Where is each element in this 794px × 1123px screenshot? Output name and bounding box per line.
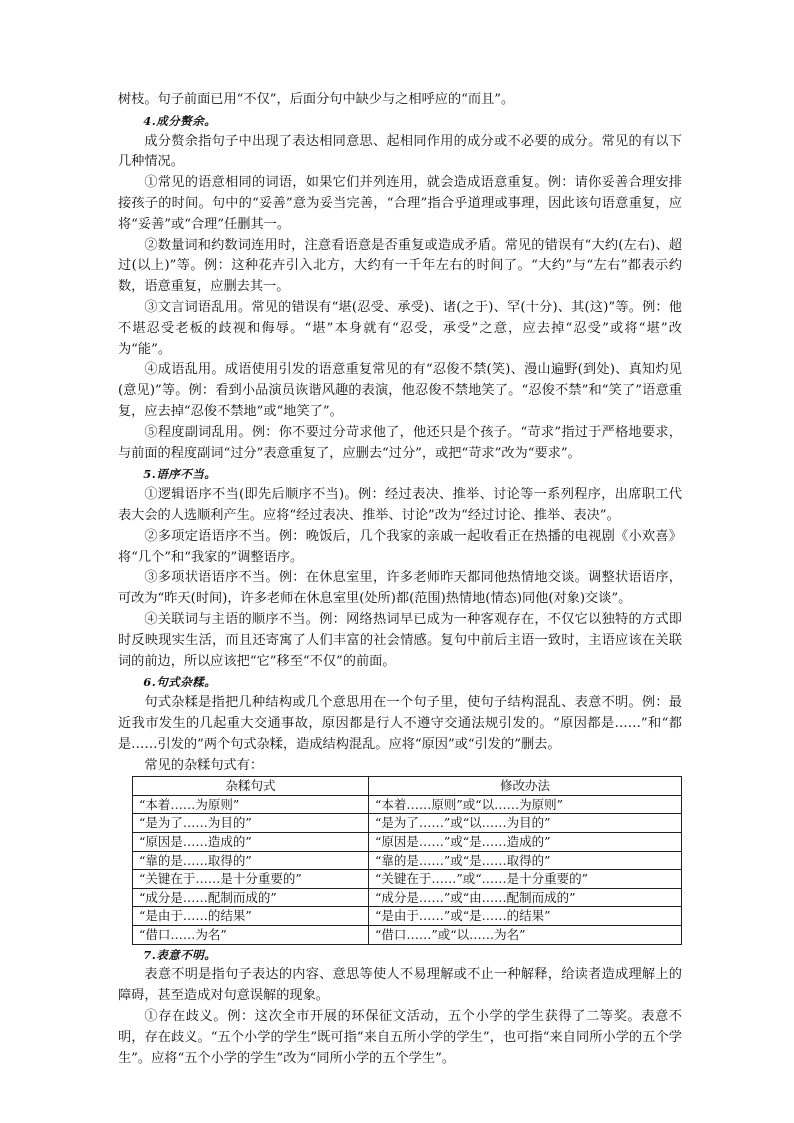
body-paragraph: ①逻辑语序不当(即先后顺序不当)。例：经过表决、推举、讨论等一系列程序，出席职工代表大会的人选顺利产生。应将“经过表决、推举、讨论”改为“经过讨论、推举、表决”。 xyxy=(118,487,682,523)
body-paragraph: 成分赘余指句子中出现了表达相同意思、起相同作用的成分或不必要的成分。常见的有以下几种情况。 xyxy=(118,133,682,170)
body-paragraph: ①常见的语意相同的词语，如果它们并列连用，就会造成语意重复。例：请你妥善合理安排接孩子的时间。句中的“妥善”意为妥当完善，“合理”指合乎道理或事理，因此该句语意重复，应将“妥善”或“合理”任删其一。 xyxy=(118,175,682,232)
table-header-row xyxy=(133,777,682,796)
table-cell-fix: “是由于……”或“是……的结果” xyxy=(369,907,682,926)
section-heading: 5.语序不当。 xyxy=(143,467,217,482)
body-paragraph: 树枝。句子前面已用“不仅”，后面分句中缺少与之相呼应的“而且”。 xyxy=(118,92,515,107)
document-page xyxy=(118,90,682,1069)
table-row xyxy=(133,926,682,945)
body-paragraph: ②数量词和约数词连用时，注意看语意是否重复或造成矛盾。常见的错误有“大约(左右)、超过(以上)”等。例：这种花卉引入北方，大约有一千年左右的时间了。“大约”与“左右”都表示约数，语意重复，应删去其一。 xyxy=(118,237,682,295)
table-cell-fix: “关键在于……”或“……是十分重要的” xyxy=(369,870,682,889)
body-paragraph: ④关联词与主语的顺序不当。例：网络热词早已成为一种客观存在，不仅它以独特的方式即时反映现实生活，而且还寄寓了人们丰富的社会情感。复句中前后主语一致时，主语应该在关联词的前边，所以应该把“它”移至“不仅”的前面。 xyxy=(118,611,682,669)
table-cell-fix: “借口……”或“以……为名” xyxy=(369,926,682,945)
table-cell-pattern: “原因是……造成的” xyxy=(133,833,369,852)
body-paragraph: ⑤程度副词乱用。例：你不要过分苛求他了，他还只是个孩子。“苛求”指过于严格地要求，与前面的程度副词“过分”表意重复了，应删去“过分”，或把“苛求”改为“要求”。 xyxy=(118,424,682,461)
table-cell-fix: “是为了……”或“以……为目的” xyxy=(369,814,682,833)
table-row xyxy=(133,870,682,889)
mixed-sentence-table xyxy=(132,776,682,944)
table-cell-pattern: “本着……为原则” xyxy=(133,795,369,814)
table-cell-pattern: “成分是……配制而成的” xyxy=(133,888,369,907)
table-row xyxy=(133,833,682,852)
section-heading: 6.句式杂糅。 xyxy=(143,675,217,690)
body-paragraph: ②多项定语语序不当。例：晚饭后，几个我家的亲戚一起收看正在热播的电视剧《小欢喜》将“几个”和“我家的”调整语序。 xyxy=(118,528,682,565)
table-cell-pattern: “借口……为名” xyxy=(133,926,369,945)
table-header-fix: 修改办法 xyxy=(369,777,682,796)
top-section xyxy=(118,90,682,776)
table-cell-fix: “成分是……”或“由……配制而成的” xyxy=(369,888,682,907)
body-paragraph: 句式杂糅是指把几种结构或几个意思用在一个句子里，使句子结构混乱、表意不明。例：最近我市发生的几起重大交通事故，原因都是行人不遵守交通法规引发的。“原因都是……”和“都是……引发的”两个句式杂糅，造成结构混乱。应将“原因”或“引发的”删去。 xyxy=(118,695,682,752)
table-cell-fix: “本着……原则”或“以……为原则” xyxy=(369,795,682,814)
table-cell-fix: “靠的是……”或“是……取得的” xyxy=(369,851,682,870)
table-cell-pattern: “是为了……为目的” xyxy=(133,814,369,833)
body-paragraph: 表意不明是指句子表达的内容、意思等使人不易理解或不止一种解释，给读者造成理解上的障碍，甚至造成对句意误解的现象。 xyxy=(118,967,682,1004)
body-paragraph: ①存在歧义。例：这次全市开展的环保征文活动，五个小学的学生获得了二等奖。表意不明，存在歧义。“五个小学的学生”既可指“来自五所小学的学生”，也可指“来自同所小学的五个学生”。应将“五个小学的学生”改为“同所小学的五个学生”。 xyxy=(118,1009,682,1066)
body-paragraph: 常见的杂糅句式有： xyxy=(144,757,264,773)
section-heading: 4.成分赘余。 xyxy=(143,113,217,128)
bottom-section xyxy=(118,945,682,1070)
table-row xyxy=(133,851,682,870)
body-paragraph: ③多项状语语序不当。例：在休息室里，许多老师昨天都同他热情地交谈。调整状语语序，可改为“昨天(时间)，许多老师在休息室里(处所)都(范围)热情地(情态)同他(对象)交谈”。 xyxy=(118,570,682,607)
table-cell-pattern: “关键在于……是十分重要的” xyxy=(133,870,369,889)
table-cell-fix: “原因是……”或“是……造成的” xyxy=(369,833,682,852)
table-header-pattern: 杂糅句式 xyxy=(133,777,369,796)
table-row xyxy=(133,795,682,814)
table-row xyxy=(133,907,682,926)
section-heading: 7.表意不明。 xyxy=(143,947,217,962)
body-paragraph: ④成语乱用。成语使用引发的语意重复常见的有“忍俊不禁(笑)、漫山遍野(到处)、真知灼见(意见)”等。例：看到小品演员诙谐风趣的表演，他忍俊不禁地笑了。“忍俊不禁”和“笑了”语意重复，应去掉“忍俊不禁地”或“地笑了”。 xyxy=(118,362,682,419)
table-row xyxy=(133,814,682,833)
table-cell-pattern: “靠的是……取得的” xyxy=(133,851,369,870)
body-paragraph: ③文言词语乱用。常见的错误有“堪(忍受、承受)、诸(之于)、罕(十分)、其(这)”等。例：他不堪忍受老板的歧视和侮辱。“堪”本身就有“忍受，承受”之意，应去掉“忍受”或将“堪”改为“能”。 xyxy=(118,299,682,357)
table-cell-pattern: “是由于……的结果” xyxy=(133,907,369,926)
table-row xyxy=(133,888,682,907)
